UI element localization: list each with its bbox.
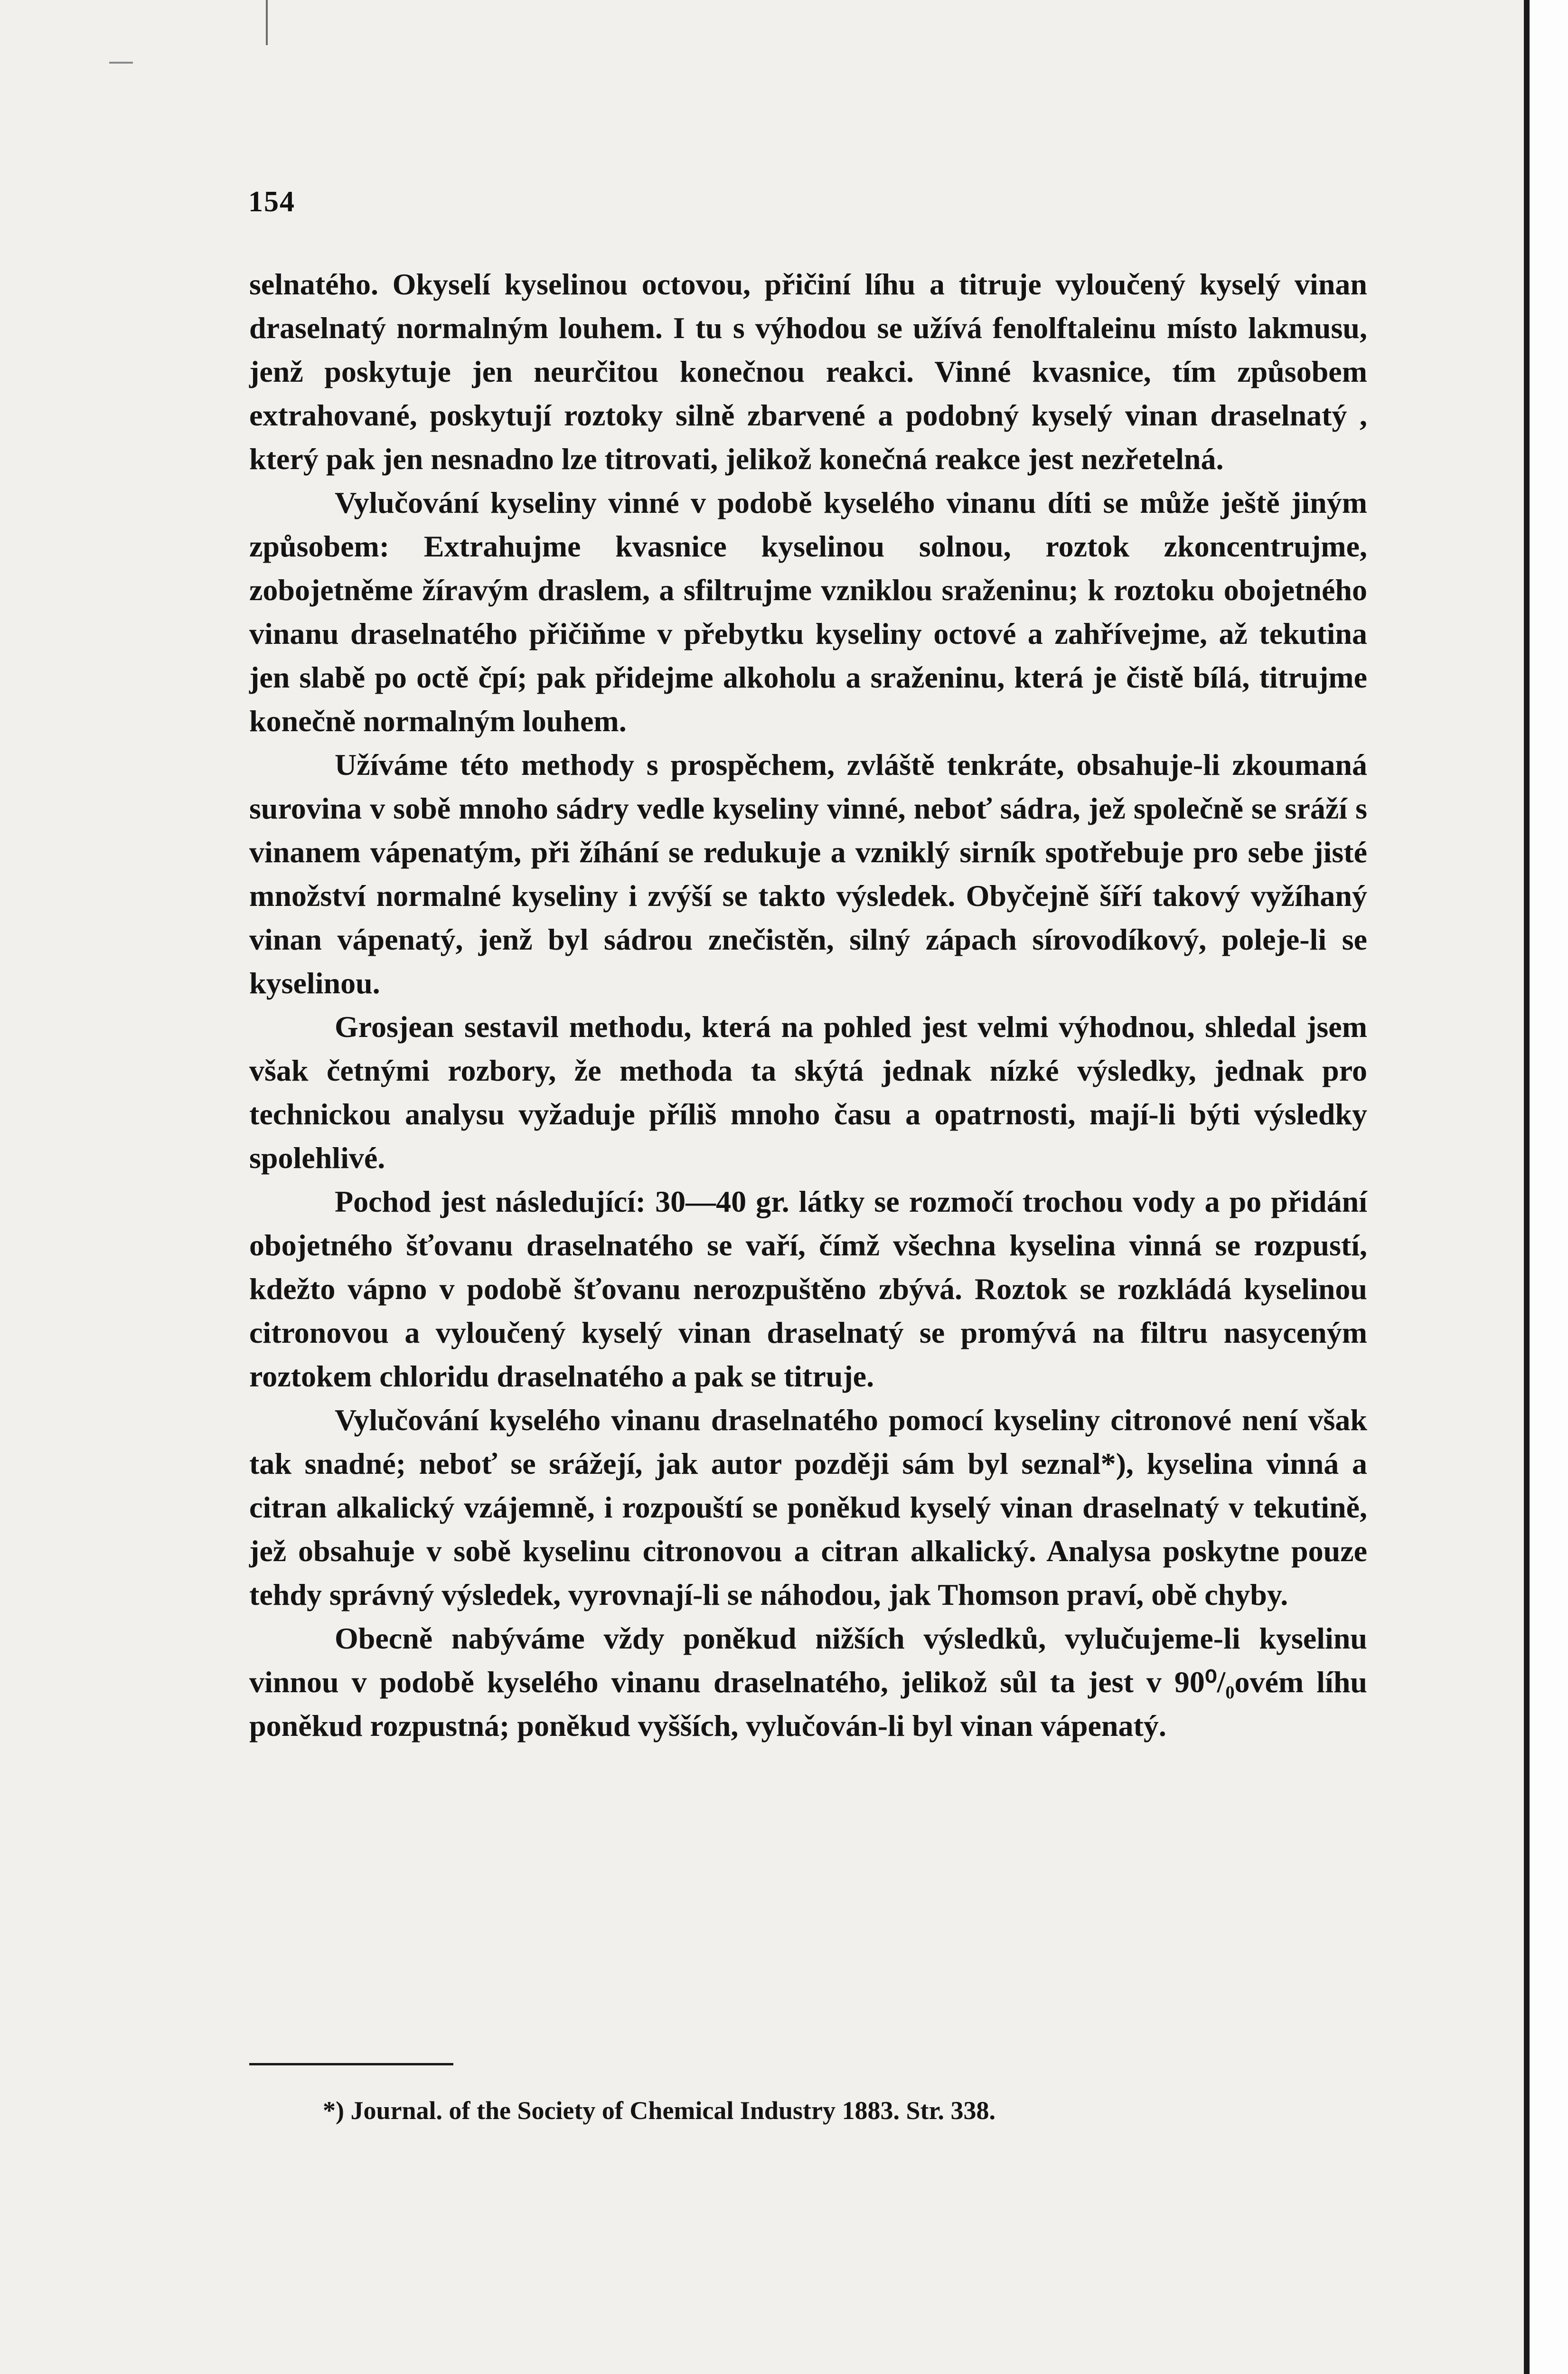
paragraph: Pochod jest následující: 30—40 gr. látky se rozmočí trochou vody a po přidání obojetného šťovanu draselnatého se vaří, čímž všechna kyselina vinná se rozpustí, kdežto vápno v podobě šťovanu nerozpuštěno zbývá. Roztok se rozkládá kyselinou citronovou a vyloučený kyselý vinan draselnatý se promývá na filtru nasyceným roztokem chloridu draselnatého a pak se titruje.	[249, 1185, 1367, 1393]
scan-dash	[109, 62, 133, 64]
paragraph: Obecně nabýváme vždy poněkud nižších výsledků, vylučujeme-li kyselinu vinnou v podobě kyselého vinanu draselnatého, jelikož sůl ta jest v 90⁰/₀ovém líhu poněkud rozpustná; poněkud vyšších, vylučován-li byl vinan vápenatý.	[249, 1621, 1367, 1743]
paragraph: Vylučování kyselého vinanu draselnatého pomocí kyseliny citronové není však tak snadné; neboť se srážejí, jak autor později sám byl seznal*), kyselina vinná a citran alkalický vzájemně, i rozpouští se poněkud kyselý vinan draselnatý v tekutině, jež obsahuje v sobě kyselinu citronovou a citran alkalický. Analysa poskytne pouze tehdy správný výsledek, vyrovnají-li se náhodou, jak Thomson praví, obě chyby.	[249, 1403, 1367, 1611]
scan-edge	[1524, 0, 1530, 2374]
scan-mark	[266, 0, 268, 45]
footnote-rule	[249, 2063, 453, 2065]
body-text	[249, 263, 1367, 1748]
paragraph: selnatého. Okyselí kyselinou octovou, přičiní líhu a titruje vyloučený kyselý vinan draselnatý normalným louhem. I tu s výhodou se užívá fenolftaleinu místo lakmusu, jenž poskytuje jen neurčitou konečnou reakci. Vinné kvasnice, tím způsobem extrahované, poskytují roztoky silně zbarvené a podobný kyselý vinan draselnatý , který pak jen nesnadno lze titrovati, jelikož konečná reakce jest nezřetelná.	[249, 267, 1367, 476]
footnote: *) Journal. of the Society of Chemical Industry 1883. Str. 338.	[323, 2096, 995, 2125]
page-number: 154	[248, 186, 295, 218]
paragraph: Užíváme této methody s prospěchem, zvláště tenkráte, obsahuje-li zkoumaná surovina v sobě mnoho sádry vedle kyseliny vinné, neboť sádra, jež společně se sráží s vinanem vápenatým, při žíhání se redukuje a vzniklý sirník spotřebuje pro sebe jisté množství normalné kyseliny i zvýší se takto výsledek. Obyčejně šíří takový vyžíhaný vinan vápenatý, jenž byl sádrou znečistěn, silný zápach sírovodíkový, poleje-li se kyselinou.	[249, 748, 1367, 1000]
paragraph: Grosjean sestavil methodu, která na pohled jest velmi výhodnou, shledal jsem však četnými rozbory, že methoda ta skýtá jednak nízké výsledky, jednak pro technickou analysu vyžaduje příliš mnoho času a opatrnosti, mají-li býti výsledky spolehlivé.	[249, 1010, 1367, 1175]
scan-margin	[1530, 0, 1568, 2374]
paragraph: Vylučování kyseliny vinné v podobě kyselého vinanu díti se může ještě jiným způsobem: Extrahujme kvasnice kyselinou solnou, roztok zkoncentrujme, zobojetněme žíravým draslem, a sfiltrujme vzniklou sraženinu; k roztoku obojetného vinanu draselnatého přičiňme v přebytku kyseliny octové a zahřívejme, až tekutina jen slabě po octě čpí; pak přidejme alkoholu a sraženinu, která je čistě bílá, titrujme konečně normalným louhem.	[249, 486, 1367, 738]
